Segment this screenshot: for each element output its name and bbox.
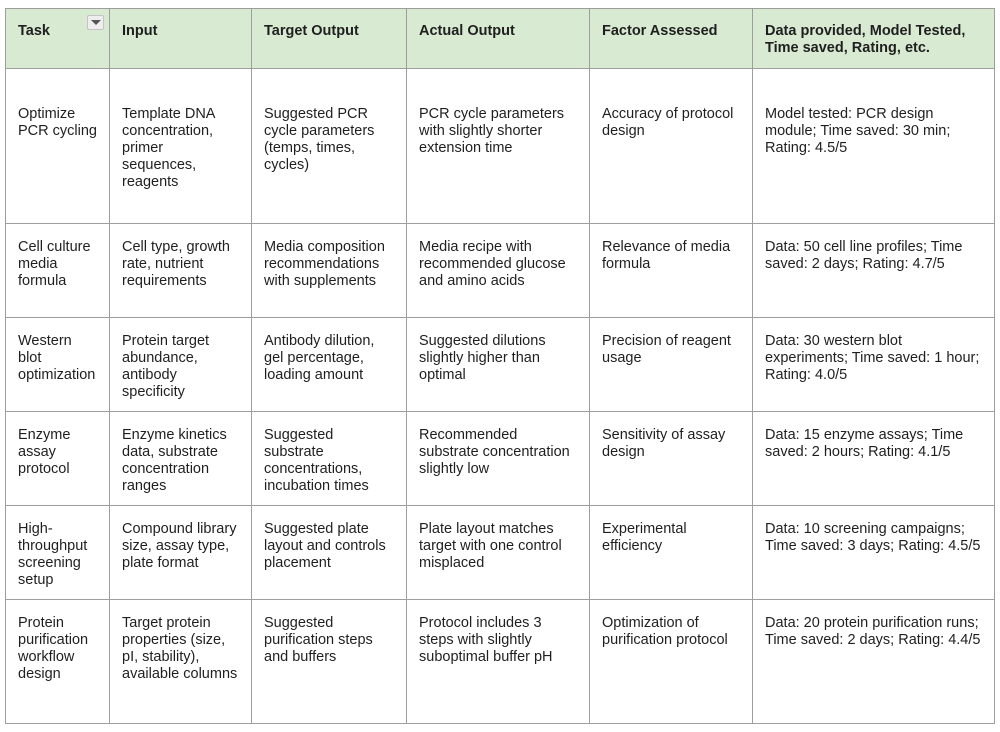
cell-task[interactable]: Western blot optimization [6,318,110,412]
cell-task[interactable]: High-throughput screening setup [6,506,110,600]
cell-data-provided[interactable]: Data: 10 screening campaigns; Time saved: 3 days; Rating: 4.5/5 [753,506,995,600]
cell-factor-assessed[interactable]: Relevance of media formula [590,224,753,318]
cell-target-output[interactable]: Suggested PCR cycle parameters (temps, times, cycles) [252,69,407,224]
cell-factor-assessed[interactable]: Sensitivity of assay design [590,412,753,506]
cell-target-output[interactable]: Suggested purification steps and buffers [252,600,407,724]
table-row [6,318,995,412]
header-label-actual-output: Actual Output [419,23,515,39]
spreadsheet-view [5,8,995,724]
cell-actual-output[interactable]: Suggested dilutions slightly higher than optimal [407,318,590,412]
cell-input[interactable]: Cell type, growth rate, nutrient requirements [110,224,252,318]
cell-task[interactable]: Optimize PCR cycling [6,69,110,224]
cell-factor-assessed[interactable]: Precision of reagent usage [590,318,753,412]
cell-actual-output[interactable]: Protocol includes 3 steps with slightly suboptimal buffer pH [407,600,590,724]
cell-target-output[interactable]: Media composition recommendations with supplements [252,224,407,318]
header-label-factor-assessed: Factor Assessed [602,23,718,39]
cell-data-provided[interactable]: Model tested: PCR design module; Time saved: 30 min; Rating: 4.5/5 [753,69,995,224]
cell-factor-assessed[interactable]: Experimental efficiency [590,506,753,600]
header-label-data-provided: Data provided, Model Tested, Time saved, Rating, etc. [765,23,966,56]
header-row [6,9,995,69]
cell-data-provided[interactable]: Data: 15 enzyme assays; Time saved: 2 hours; Rating: 4.1/5 [753,412,995,506]
cell-actual-output[interactable]: Media recipe with recommended glucose and amino acids [407,224,590,318]
table-row [6,412,995,506]
header-cell-actual-output[interactable] [407,9,590,69]
cell-data-provided[interactable]: Data: 30 western blot experiments; Time saved: 1 hour; Rating: 4.0/5 [753,318,995,412]
cell-actual-output[interactable]: PCR cycle parameters with slightly shorter extension time [407,69,590,224]
table-row [6,224,995,318]
cell-actual-output[interactable]: Recommended substrate concentration slightly low [407,412,590,506]
cell-input[interactable]: Enzyme kinetics data, substrate concentration ranges [110,412,252,506]
header-label-task: Task [18,23,50,39]
results-table [5,8,995,724]
header-cell-target-output[interactable] [252,9,407,69]
header-cell-factor-assessed[interactable] [590,9,753,69]
cell-factor-assessed[interactable]: Accuracy of protocol design [590,69,753,224]
cell-actual-output[interactable]: Plate layout matches target with one control misplaced [407,506,590,600]
header-label-target-output: Target Output [264,23,359,39]
cell-task[interactable]: Protein purification workflow design [6,600,110,724]
cell-input[interactable]: Target protein properties (size, pI, stability), available columns [110,600,252,724]
header-label-input: Input [122,23,158,39]
dropdown-arrow-icon[interactable] [87,15,104,30]
cell-input[interactable]: Protein target abundance, antibody specificity [110,318,252,412]
cell-target-output[interactable]: Suggested substrate concentrations, incubation times [252,412,407,506]
cell-target-output[interactable]: Antibody dilution, gel percentage, loading amount [252,318,407,412]
cell-task[interactable]: Cell culture media formula [6,224,110,318]
cell-task[interactable]: Enzyme assay protocol [6,412,110,506]
header-cell-input[interactable] [110,9,252,69]
cell-input[interactable]: Template DNA concentration, primer sequences, reagents [110,69,252,224]
header-cell-data-provided[interactable] [753,9,995,69]
cell-target-output[interactable]: Suggested plate layout and controls placement [252,506,407,600]
table-row [6,69,995,224]
table-row [6,600,995,724]
cell-input[interactable]: Compound library size, assay type, plate format [110,506,252,600]
cell-data-provided[interactable]: Data: 50 cell line profiles; Time saved: 2 days; Rating: 4.7/5 [753,224,995,318]
cell-factor-assessed[interactable]: Optimization of purification protocol [590,600,753,724]
cell-data-provided[interactable]: Data: 20 protein purification runs; Time saved: 2 days; Rating: 4.4/5 [753,600,995,724]
header-cell-task[interactable] [6,9,110,69]
table-row [6,506,995,600]
